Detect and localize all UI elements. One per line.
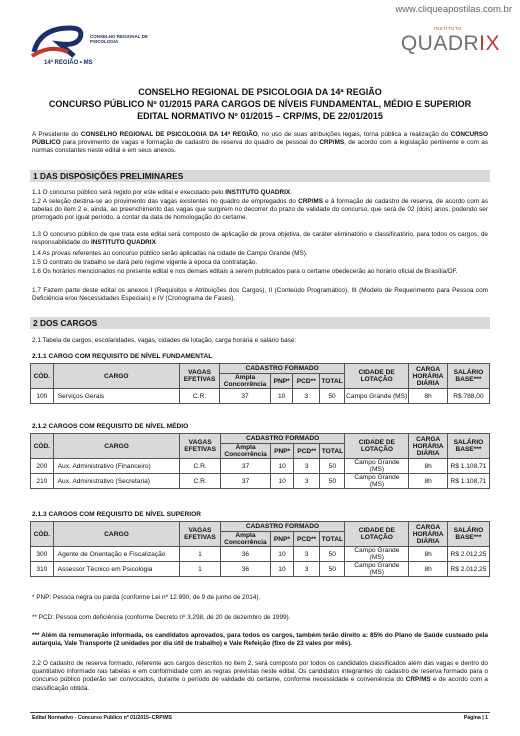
cell-cod: 300	[31, 547, 54, 562]
cell-pnp: 10	[270, 389, 293, 404]
cargos-table	[30, 363, 490, 404]
table-row	[31, 459, 490, 474]
p-text: 2.2 O cadastro de reserva formado, referente aos cargos descritos no item 2, será composto por todos os candidatos classificados além das vagas e dentro do quantitativo informado nas tabelas e em conformidade com as regras previstas neste edital. Os candidatos integrantes do cadastro de reserva formado para o concurso público poderão ser convocados, durante o período de validade do certame, conforme necessidade e conveniência do	[32, 660, 488, 684]
section-heading-2: 2 DOS CARGOS	[30, 317, 490, 329]
cell-pcd: 3	[293, 547, 320, 562]
cell-total: 50	[320, 389, 345, 404]
note-salario: *** Além da remuneração informada, os candidatos aprovados, para todos os cargos, também terão direito a: 85% do Plano de Saúde custeado pela autarquia, Vale Transporte (2 unidades por dia útil de trabalho) e Vale Refeição (fixo de 23 vales por mês).	[32, 632, 488, 648]
paragraph-1-6: 1.6 Os horários mencionados no presente edital e nos demais editais a serem publicados para o certame obedecerão ao horário oficial de Brasília/DF.	[32, 268, 458, 275]
cell-salario: R$ 788,00	[447, 389, 489, 404]
p-text: 1.3 O concurso público de que trata este edital será composto de aplicação de prova objetiva, de caráter eliminatório e classificatório, para todos os cargos, de responsabilidade do	[32, 231, 488, 247]
p-text: 1.2 A seleção destina-se ao provimento das vagas existentes no quadro de empregados do	[32, 198, 299, 205]
cell-cidade: Campo Grande (MS)	[345, 562, 409, 577]
cell-cidade: Campo Grande (MS)	[345, 474, 409, 489]
cell-salario: R$ 2.012,25	[447, 547, 489, 562]
p-bold: INSTITUTO QUADRIX	[225, 189, 291, 196]
cell-salario: R$ 2.012,25	[447, 562, 489, 577]
paragraph-1-2	[32, 198, 488, 223]
p-bold: CRP/MS	[298, 198, 323, 205]
cell-total: 50	[320, 474, 345, 489]
cell-vagas: 1	[180, 547, 220, 562]
table-row	[31, 562, 490, 577]
th-cadastro: CADASTRO FORMADO	[220, 434, 345, 444]
table-row	[31, 474, 490, 489]
watermark-url: www.cliqueapostilas.com.br	[395, 4, 512, 15]
cell-pnp: 10	[271, 547, 294, 562]
footer-left: Edital Normativo - Concurso Público nº 01/2015–CRP/MS	[32, 715, 172, 721]
th-cadastro: CADASTRO FORMADO	[220, 522, 345, 532]
table-row	[31, 389, 490, 404]
th-pcd: PCD**	[293, 374, 320, 389]
p-text: 1.1 O concurso público será regido por este edital e executado pelo	[32, 189, 226, 196]
intro-paragraph	[32, 131, 488, 156]
paragraph-1-4: 1.4 As provas referentes ao concurso público serão aplicadas na cidade de Campo Grande (MS).	[32, 250, 308, 257]
th-carga: CARGA HORÁRIA DIÁRIA	[409, 364, 448, 389]
p-text: .	[290, 189, 292, 196]
p-bold: INSTITUTO QUADRIX	[90, 239, 156, 247]
header-line-1: CONSELHO REGIONAL DE PSICOLOGIA DA 14ª REGIÃO	[138, 87, 382, 97]
cell-ampla: 36	[220, 547, 271, 562]
th-cidade: CIDADE DE LOTAÇÃO	[345, 522, 409, 547]
cell-cod: 200	[31, 459, 54, 474]
cell-ampla: 37	[220, 389, 271, 404]
table-title: 2.1.2 CARGOS COM REQUISITO DE NÍVEL MÉDIO	[32, 423, 189, 430]
p-bold: CRP/MS	[405, 676, 431, 684]
crp-logo-region: 14ª REGIÃO • MS	[44, 60, 93, 66]
th-salario: SALÁRIO BASE***	[447, 522, 489, 547]
th-total: TOTAL	[320, 532, 345, 547]
note-pnp: * PNP: Pessoa negra ou parda (conforme Lei nº 12.990, de 9 de junho de 2014).	[32, 594, 261, 601]
th-cargo: CARGO	[53, 364, 179, 389]
paragraph-2-2	[32, 660, 488, 693]
intro-bold: CONCURSO PÚBLICO	[32, 131, 489, 147]
cell-salario: R$ 1.108,71	[447, 459, 489, 474]
cell-cargo: Aux. Administrativo (Secretaria)	[53, 474, 180, 489]
th-ampla: Ampla Concorrência	[220, 532, 271, 547]
cell-vagas: C.R.	[180, 474, 220, 489]
cargos-table	[30, 433, 490, 489]
cell-cargo: Agente de Orientação e Fiscalização	[53, 547, 180, 562]
cell-cod: 100	[31, 389, 54, 404]
cell-carga: 8h	[409, 459, 447, 474]
cell-vagas: C.R.	[180, 459, 220, 474]
table-title: 2.1.1 CARGO COM REQUISITO DE NÍVEL FUNDAMENTAL	[32, 353, 213, 360]
cell-pcd: 3	[293, 389, 320, 404]
intro-text: , de acordo com a legislação pertinente e com as normas constantes neste edital e em seus anexos.	[32, 139, 488, 155]
cell-ampla: 37	[220, 474, 270, 489]
quadrix-logo-inst: INSTITUTO	[433, 26, 462, 31]
intro-bold: CRP/MS	[319, 139, 345, 147]
cell-cargo: Assessor Técnico em Psicologia	[53, 562, 180, 577]
cell-cod: 210	[31, 474, 54, 489]
cell-cargo: Serviços Gerais	[53, 389, 179, 404]
footer-divider	[30, 712, 490, 713]
th-cidade: CIDADE DE LOTAÇÃO	[345, 434, 409, 459]
th-salario: SALÁRIO BASE***	[447, 434, 489, 459]
table-row	[31, 547, 490, 562]
th-pcd: PCD**	[293, 444, 320, 459]
th-cadastro: CADASTRO FORMADO	[220, 364, 345, 374]
cell-cod: 310	[31, 562, 54, 577]
cell-carga: 8h	[409, 547, 448, 562]
th-ampla: Ampla Concorrência	[220, 374, 271, 389]
cell-pnp: 10	[271, 459, 294, 474]
cell-pcd: 3	[293, 459, 320, 474]
th-salario: SALÁRIO BASE***	[447, 364, 489, 389]
th-cargo: CARGO	[53, 434, 180, 459]
cell-ampla: 37	[220, 459, 270, 474]
th-vagas: VAGAS EFETIVAS	[180, 434, 220, 459]
th-vagas: VAGAS EFETIVAS	[180, 522, 220, 547]
th-vagas: VAGAS EFETIVAS	[179, 364, 219, 389]
header-line-3: EDITAL NORMATIVO Nº 01/2015 – CRP/MS, DE 22/01/2015	[137, 111, 383, 121]
intro-text: , no uso de suas atribuições legais, torna pública a realização do	[257, 131, 451, 138]
paragraph-1-5: 1.5 O contrato de trabalho se dará pelo regime vigente à época da contratação.	[32, 259, 258, 266]
paragraph-1-7: 1.7 Fazem parte deste edital os anexos I (Requisitos e Atribuições dos Cargos), II (Conteúdo Programático), III (Modelo de Requerimento para Pessoa com Deficiência e/ou Necessidades Especiais) e IV (Cronograma de Fases).	[32, 287, 488, 303]
th-total: TOTAL	[320, 444, 345, 459]
cell-total: 50	[320, 562, 345, 577]
cell-pnp: 10	[271, 474, 294, 489]
th-pcd: PCD**	[293, 532, 320, 547]
th-cod: CÓD.	[31, 522, 54, 547]
th-ampla: Ampla Concorrência	[220, 444, 270, 459]
th-pnp: PNP*	[270, 374, 293, 389]
cell-pcd: 3	[293, 562, 320, 577]
intro-text: A Presidente do	[32, 131, 81, 138]
note-pcd: ** PCD: Pessoa com deficiência (conforme Decreto nº 3.298, de 20 de dezembro de 1999).	[32, 614, 291, 621]
intro-text: para provimento de vagas e formação de cadastro de reserva do quadro de pessoal do	[60, 139, 320, 147]
cell-total: 50	[320, 547, 345, 562]
th-total: TOTAL	[320, 374, 345, 389]
cell-cidade: Campo Grande (MS)	[345, 459, 409, 474]
paragraph-2-1: 2.1 Tabela de cargos, escolaridades, vagas, cidades de lotação, carga horária e salário base:	[32, 337, 297, 344]
paragraph-1-1	[32, 189, 488, 197]
quadrix-logo-name	[401, 32, 500, 56]
paragraph-1-3	[32, 231, 488, 247]
crp-logo	[30, 22, 150, 70]
quadrix-logo	[390, 22, 500, 58]
crp-logo-mark-icon	[30, 22, 90, 62]
cargos-table	[30, 521, 490, 577]
crp-logo-org: CONSELHO REGIONAL DE PSICOLOGIA	[90, 34, 148, 44]
cell-carga: 8h	[409, 474, 447, 489]
cell-ampla: 36	[220, 562, 271, 577]
intro-bold: CONSELHO REGIONAL DE PSICOLOGIA DA 14ª REGIÃO	[80, 131, 258, 138]
p-text: e à formação de cadastro de reserva, de acordo com as tabelas do item 2 e, ainda, ao preenchimento das vagas que surgirem no decorrer do prazo de validade do concurso, que será de 02 (dois) anos, podendo ser prorrogado por igual período, a contar da data de homologação do certame.	[32, 198, 488, 222]
page-number: Página | 1	[463, 715, 488, 721]
cell-cidade: Campo Grande (MS)	[345, 389, 409, 404]
cell-pcd: 3	[293, 474, 320, 489]
header-line-2: CONCURSO PÚBLICO Nº 01/2015 PARA CARGOS DE NÍVEIS FUNDAMENTAL, MÉDIO E SUPERIOR	[48, 99, 472, 109]
quadrix-logo-name-a: QUADR	[400, 32, 480, 55]
cell-total: 50	[320, 459, 345, 474]
cell-salario: R$ 1.108,71	[447, 474, 489, 489]
section-heading-1: 1 DAS DISPOSIÇÕES PRELIMINARES	[30, 170, 490, 182]
th-cargo: CARGO	[53, 522, 180, 547]
cell-pnp: 10	[271, 562, 294, 577]
p-text: .	[155, 239, 158, 247]
cell-carga: 8h	[409, 562, 448, 577]
cell-cargo: Aux. Administrativo (Financeiro)	[53, 459, 180, 474]
p-text: e de acordo com a classificação obtida.	[32, 676, 488, 692]
th-pnp: PNP*	[271, 532, 294, 547]
th-carga: CARGA HORÁRIA DIÁRIA	[409, 434, 447, 459]
th-pnp: PNP*	[271, 444, 294, 459]
cell-vagas: C.R.	[179, 389, 219, 404]
table-title: 2.1.3 CARGOS COM REQUISITO DE NÍVEL SUPERIOR	[32, 511, 202, 518]
document-header	[0, 86, 520, 122]
cell-cidade: Campo Grande (MS)	[345, 547, 409, 562]
th-cod: CÓD.	[31, 364, 54, 389]
quadrix-logo-name-b: IX	[479, 32, 500, 55]
th-cod: CÓD.	[31, 434, 54, 459]
th-cidade: CIDADE DE LOTAÇÃO	[345, 364, 409, 389]
cell-carga: 8h	[409, 389, 448, 404]
th-carga: CARGA HORÁRIA DIÁRIA	[409, 522, 448, 547]
cell-vagas: 1	[180, 562, 220, 577]
